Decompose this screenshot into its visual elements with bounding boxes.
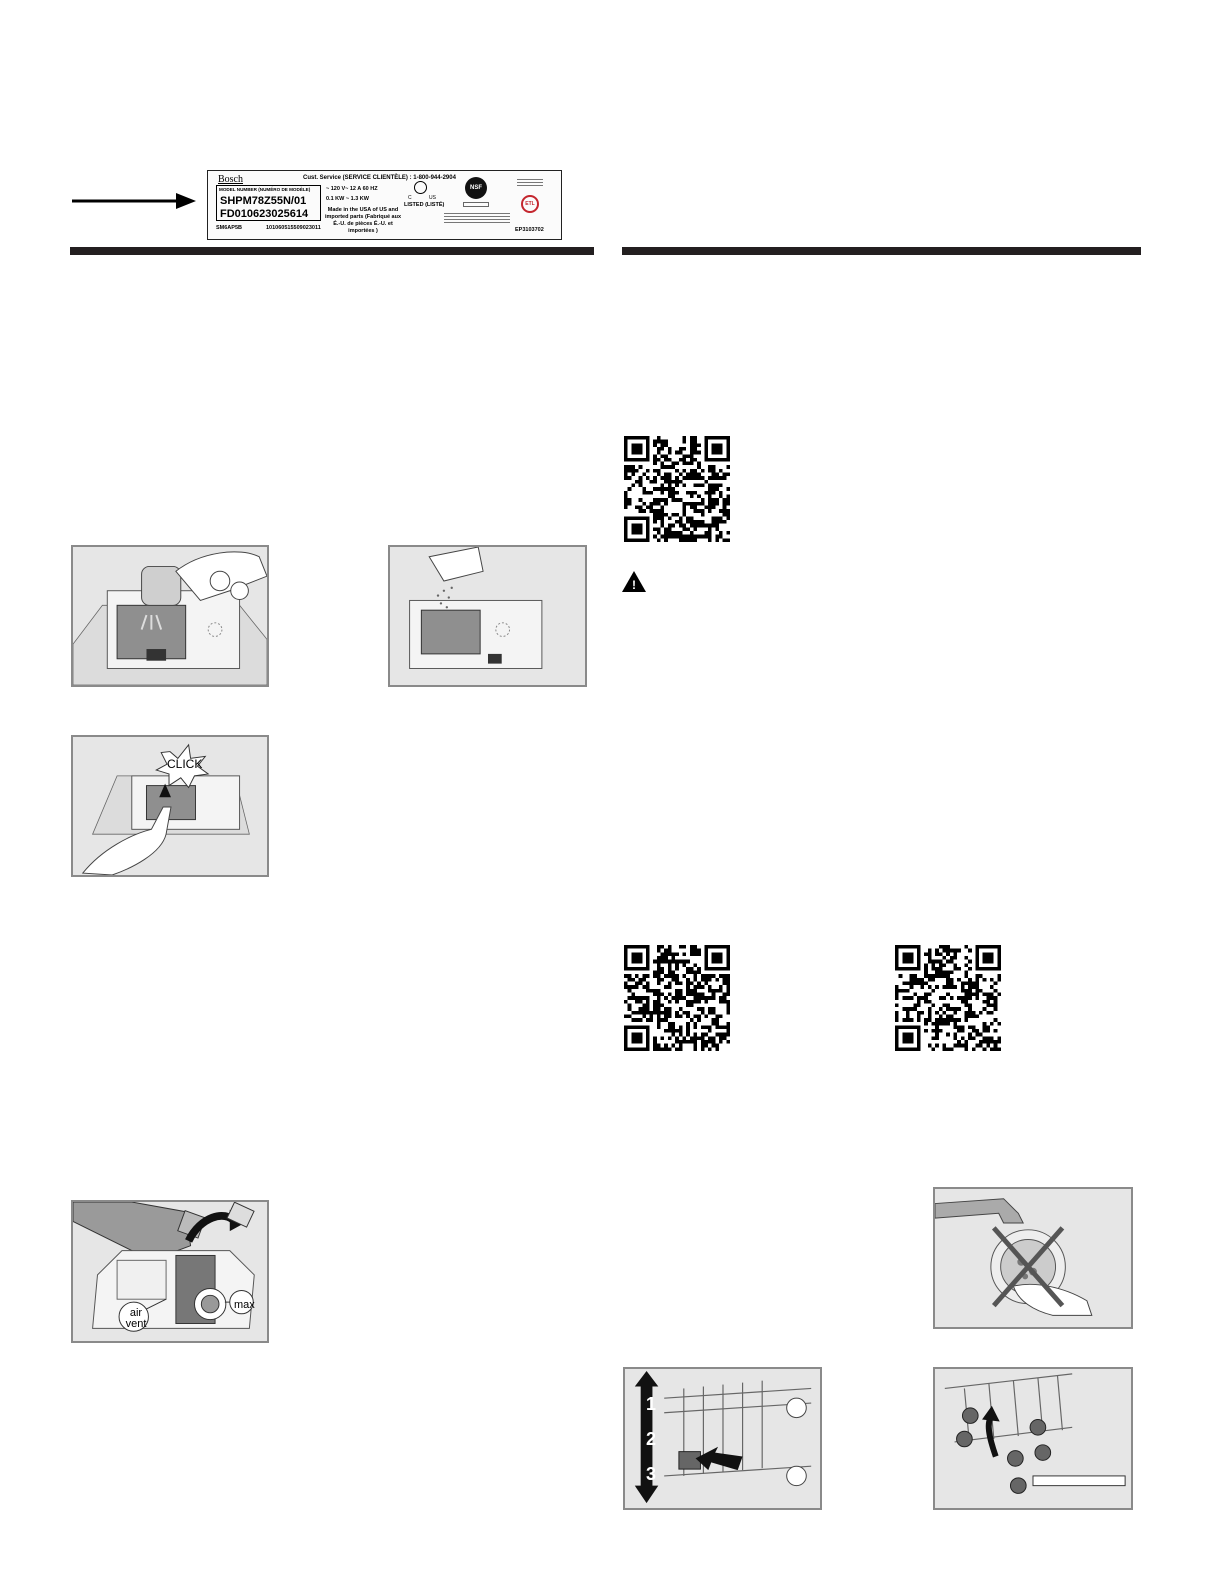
brand-text: Bosch <box>218 174 243 185</box>
warning-icon <box>622 571 646 592</box>
made-in-text: Made in the USA of US and imported parts (Fabriqué aux É.-U. de pièces É.-U. et importées ) <box>324 207 402 234</box>
air-vent-label: air vent <box>125 1307 147 1330</box>
detergent-powder-illustration <box>388 545 587 687</box>
serial-prefix: SM6AP5B <box>216 225 242 231</box>
rack-rollers-illustration <box>933 1367 1133 1510</box>
rinse-aid-illustration <box>71 1200 269 1343</box>
click-label: CLICK <box>167 757 203 771</box>
fd-number: FD010623025614 <box>220 208 309 220</box>
dispenser-click-illustration <box>71 735 269 877</box>
qr-code-top <box>624 436 730 542</box>
pointer-arrow <box>70 190 200 212</box>
model-header: MODEL NUMBER (NUMÉRO DE MODÈLE) <box>219 187 311 192</box>
barcode-number: 101060515509023011 <box>266 225 321 231</box>
customer-service-text: Cust. Service (SERVICE CLIENTÈLE) : 1-800-944-2904 <box>303 175 456 181</box>
nsf-box <box>463 202 489 207</box>
nsf-logo-icon <box>465 177 487 199</box>
detergent-tablet-illustration <box>71 545 269 687</box>
energy-fineprint <box>517 177 543 193</box>
etl-logo-icon <box>521 195 539 213</box>
ul-us-text: US <box>429 195 436 201</box>
rack-adjust-illustration <box>623 1367 822 1510</box>
model-number-box <box>216 185 321 221</box>
warning-symbol: ! <box>632 578 636 592</box>
section-rule-left <box>70 247 594 255</box>
rack-number-3: 3 <box>646 1464 657 1484</box>
ep-code: EP3103702 <box>515 227 544 233</box>
ul-c-text: C <box>408 195 412 201</box>
rating-label <box>207 170 562 240</box>
power-text: 0.1 KW ~ 1.3 KW <box>326 196 369 202</box>
section-rule-right <box>622 247 1141 255</box>
max-label: max <box>234 1299 255 1311</box>
filter-no-tap-illustration <box>933 1187 1133 1329</box>
model-number: SHPM78Z55N/01 <box>220 195 307 207</box>
certification-fineprint <box>444 211 510 231</box>
listed-text: LISTED (LISTÉ) <box>404 202 445 208</box>
rack-number-1: 1 <box>646 1394 657 1414</box>
etl-text: ETL <box>525 201 535 207</box>
voltage-text: ~ 120 V~ 12 A 60 HZ <box>326 186 378 192</box>
qr-code-bottom-left <box>624 945 730 1051</box>
ul-logo-icon <box>414 181 427 194</box>
rack-number-2: 2 <box>646 1429 657 1449</box>
qr-code-bottom-right <box>895 945 1001 1051</box>
nsf-text: NSF <box>470 185 482 191</box>
